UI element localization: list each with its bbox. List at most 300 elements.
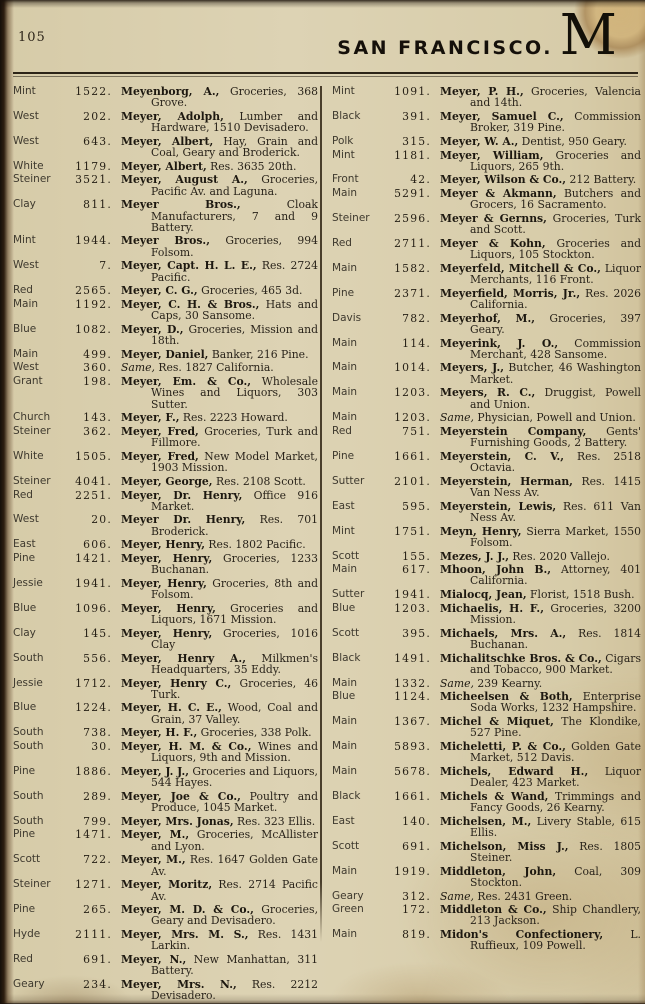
entry-text xyxy=(440,816,641,838)
exchange-label: South xyxy=(13,789,44,802)
entry-text xyxy=(440,362,641,384)
entry-number: 1919. xyxy=(394,864,431,878)
entry-text xyxy=(440,866,641,888)
entry-number: 7. xyxy=(99,259,112,273)
entry-name: Meyer, Mrs. N., xyxy=(121,977,237,991)
entry-text xyxy=(440,766,641,788)
exchange-label: Grant xyxy=(13,375,43,388)
entry-text xyxy=(121,879,318,901)
entry-name: Michelsen, M., xyxy=(440,814,532,828)
entry-detail: Groceries, 994 Folsom. xyxy=(151,234,319,259)
entry-text xyxy=(440,86,641,108)
entry-number: 20. xyxy=(91,513,112,527)
entry-detail: New Manhattan, 311 Battery. xyxy=(151,953,318,978)
entry-number: 2101. xyxy=(394,474,431,488)
entry-number: 2111. xyxy=(75,928,112,942)
entry-name: Meyer, Samuel C., xyxy=(440,109,564,123)
entry-text xyxy=(121,86,318,108)
entry-name: Michalitschke Bros. & Co., xyxy=(440,651,602,665)
directory-entry xyxy=(13,426,318,448)
entry-text xyxy=(440,288,641,310)
directory-entry xyxy=(332,791,641,813)
exchange-label: Main xyxy=(332,864,358,877)
entry-name: Meyerstein Company, xyxy=(440,424,587,438)
directory-entry xyxy=(332,111,641,133)
entry-number: 145. xyxy=(83,626,112,640)
entry-name: Meyerhof, M., xyxy=(440,311,536,325)
directory-entry xyxy=(13,174,318,196)
directory-entry xyxy=(332,136,641,147)
entry-detail: L. Ruffieux, 109 Powell. xyxy=(470,928,641,953)
entry-number: 2251. xyxy=(75,488,112,502)
directory-entry xyxy=(332,526,641,548)
entry-name: Meyer & Akmann, xyxy=(440,187,557,201)
directory-entry xyxy=(13,111,318,133)
entry-number: 202. xyxy=(83,109,112,123)
entry-detail: Groceries, 368 Grove. xyxy=(151,85,318,110)
entry-name: Meyer, H. F., xyxy=(121,726,198,740)
directory-entry xyxy=(13,603,318,625)
entry-name: Meyerstein, Herman, xyxy=(440,474,573,488)
entry-number: 595. xyxy=(402,499,431,513)
entry-detail: Groceries, Pacific Av. and Laguna. xyxy=(151,173,319,198)
entry-text xyxy=(121,854,318,876)
entry-text xyxy=(440,150,641,172)
entry-text xyxy=(121,514,318,536)
exchange-label: East xyxy=(13,538,36,551)
directory-entry xyxy=(332,150,641,172)
entry-name: Meyer Dr. Henry, xyxy=(121,513,246,527)
entry-number: 315. xyxy=(402,134,431,148)
directory-entry xyxy=(13,285,318,296)
directory-entry xyxy=(332,603,641,625)
directory-entry xyxy=(13,829,318,851)
exchange-label: Steiner xyxy=(13,878,51,891)
exchange-label: White xyxy=(13,449,44,462)
entry-text xyxy=(121,161,318,172)
entry-name: Meyer, C. G., xyxy=(121,284,198,298)
exchange-label: Mint xyxy=(332,524,355,537)
entry-name: Meyer, Henry, xyxy=(121,576,207,590)
directory-entry xyxy=(13,260,318,282)
entry-name: Meyer, Capt. H. L. E., xyxy=(121,259,257,273)
entry-name: Meyer, Henry A., xyxy=(121,651,246,665)
entry-detail: Livery Stable, 615 Ellis. xyxy=(470,814,641,839)
entry-text xyxy=(440,653,641,675)
entry-number: 234. xyxy=(83,977,112,991)
entry-number: 140. xyxy=(402,814,431,828)
exchange-label: Main xyxy=(13,347,39,360)
entry-detail: Groceries, 46 Turk. xyxy=(151,676,318,701)
entry-detail: Wood, Coal and Grain, 37 Valley. xyxy=(151,701,318,726)
directory-entry xyxy=(332,263,641,285)
exchange-label: Pine xyxy=(332,286,355,299)
entry-name: Meyer, Em. & Co., xyxy=(121,375,252,389)
entry-number: 2596. xyxy=(394,212,431,226)
entry-detail: Enterprise Soda Works, 1232 Hampshire. xyxy=(470,690,641,715)
entry-text xyxy=(121,260,318,282)
entry-name: Meyer, Wilson & Co., xyxy=(440,173,567,187)
exchange-label: Pine xyxy=(332,449,355,462)
entry-detail: Groceries, Geary and Devisadero. xyxy=(151,903,318,928)
exchange-label: Mint xyxy=(332,85,355,97)
entry-detail: Butcher, 46 Washington Market. xyxy=(470,361,641,386)
entry-number: 1471. xyxy=(75,828,112,842)
entry-detail: The Klondike, 527 Pine. xyxy=(470,715,641,740)
entry-number: 5893. xyxy=(394,740,431,754)
entry-text xyxy=(440,412,641,423)
exchange-label: Main xyxy=(332,715,358,728)
entry-text xyxy=(121,324,318,346)
entry-number: 265. xyxy=(83,903,112,917)
directory-entry xyxy=(332,338,641,360)
entry-number: 312. xyxy=(402,889,431,903)
entry-detail: Office 916 Market. xyxy=(151,488,318,513)
entry-number: 1661. xyxy=(394,449,431,463)
directory-entry xyxy=(332,174,641,185)
entry-detail: Milkmen's Headquarters, 35 Eddy. xyxy=(151,651,318,676)
entry-name: Meyenborg, A., xyxy=(121,85,220,98)
entry-detail: Res. 2431 Green. xyxy=(473,889,573,903)
entry-text xyxy=(121,553,318,575)
entry-number: 738. xyxy=(83,726,112,740)
entry-name: Meyer, D., xyxy=(121,322,184,336)
entry-text xyxy=(440,426,641,448)
entry-detail: Groceries and Liquors, 105 Stockton. xyxy=(470,236,641,262)
entry-number: 155. xyxy=(402,549,431,563)
exchange-label: Pine xyxy=(13,552,36,565)
entry-number: 143. xyxy=(83,411,112,425)
entry-detail: Hats and Caps, 30 Sansome. xyxy=(151,297,318,323)
directory-entry xyxy=(13,553,318,575)
directory-entry xyxy=(332,501,641,523)
exchange-label: Jessie xyxy=(13,676,43,689)
entry-name: Meyer, M., xyxy=(121,853,186,867)
entry-text xyxy=(440,501,641,523)
exchange-label: Main xyxy=(332,928,358,941)
entry-number: 1091. xyxy=(394,85,431,98)
entry-name: Meyer, George, xyxy=(121,474,213,488)
directory-entry xyxy=(13,235,318,257)
entry-name: Meyer, Henry, xyxy=(121,538,205,552)
directory-entry xyxy=(13,324,318,346)
entry-number: 1886. xyxy=(75,764,112,778)
entry-name: Same, xyxy=(121,361,155,375)
entry-name: Meyer, Mrs. Jonas, xyxy=(121,814,234,828)
entry-number: 1944. xyxy=(75,234,112,248)
entry-name: Meyers, J., xyxy=(440,361,504,375)
entry-detail: Groceries, Valencia and 14th. xyxy=(470,85,641,110)
directory-entry xyxy=(13,979,318,1001)
entry-text xyxy=(121,235,318,257)
entry-number: 5291. xyxy=(394,187,431,201)
entry-name: Meyer & Gernns, xyxy=(440,212,547,226)
entry-name: Micheletti, P. & Co., xyxy=(440,740,566,754)
entry-text xyxy=(121,174,318,196)
directory-entry xyxy=(13,490,318,512)
exchange-label: South xyxy=(13,814,44,827)
entry-number: 2565. xyxy=(75,284,112,298)
exchange-label: Main xyxy=(332,411,358,424)
entry-number: 1332. xyxy=(394,676,431,690)
exchange-label: Front xyxy=(332,173,359,186)
entry-name: Meyer & Kohn, xyxy=(440,236,546,250)
entry-text xyxy=(121,539,318,550)
exchange-label: East xyxy=(332,814,355,827)
entry-text xyxy=(121,653,318,675)
exchange-label: Scott xyxy=(332,839,360,852)
entry-detail: Groceries, Turk and Scott. xyxy=(470,212,641,237)
exchange-label: Red xyxy=(332,236,352,249)
entry-detail: Res. 2108 Scott. xyxy=(212,474,306,488)
entry-name: Meyer, Fred, xyxy=(121,424,199,438)
entry-detail: Groceries and Liquors, 265 9th. xyxy=(470,148,642,173)
entry-detail: Trimmings and Fancy Goods, 26 Kearny. xyxy=(470,789,641,815)
entry-number: 1941. xyxy=(394,588,431,602)
directory-entry xyxy=(13,702,318,724)
entry-text xyxy=(440,526,641,548)
exchange-label: Davis xyxy=(332,311,362,324)
directory-entry xyxy=(332,628,641,650)
entry-number: 114. xyxy=(402,336,431,350)
exchange-label: Main xyxy=(332,386,358,399)
directory-column-right xyxy=(324,86,641,954)
entry-name: Meyer, M. D. & Co., xyxy=(121,903,254,917)
directory-entry xyxy=(13,929,318,951)
directory-entry xyxy=(13,879,318,901)
entry-detail: Res. 1827 California. xyxy=(154,361,274,375)
entry-number: 5678. xyxy=(394,764,431,778)
entry-text xyxy=(121,979,318,1001)
entry-name: Meyer, M., xyxy=(121,828,190,842)
entry-detail: Res. 2212 Devisadero. xyxy=(151,977,318,1003)
entry-text xyxy=(121,904,318,926)
entry-number: 30. xyxy=(91,740,112,754)
entry-detail: Sierra Market, 1550 Folsom. xyxy=(470,524,641,549)
entry-number: 1124. xyxy=(394,690,431,704)
directory-column-left xyxy=(13,86,318,1004)
exchange-label: Church xyxy=(13,411,51,424)
directory-entry xyxy=(13,904,318,926)
directory-entry xyxy=(332,387,641,409)
entry-detail: Florist, 1518 Bush. xyxy=(526,588,635,602)
directory-entry xyxy=(13,199,318,233)
exchange-label: Clay xyxy=(13,198,36,211)
directory-entry xyxy=(13,653,318,675)
directory-entry xyxy=(332,86,641,108)
entry-text xyxy=(440,174,641,185)
directory-entry xyxy=(332,451,641,473)
entry-number: 643. xyxy=(83,134,112,148)
entry-text xyxy=(121,954,318,976)
entry-detail: Groceries, 1233 Buchanan. xyxy=(151,552,318,577)
directory-entry xyxy=(332,816,641,838)
exchange-label: Black xyxy=(332,109,361,122)
entry-number: 1522. xyxy=(75,85,112,98)
directory-entry xyxy=(13,727,318,738)
entry-detail: Banker, 216 Pine. xyxy=(208,347,309,361)
entry-detail: Gents' Furnishing Goods, 2 Battery. xyxy=(470,424,641,450)
entry-text xyxy=(121,766,318,788)
entry-text xyxy=(121,702,318,724)
entry-text xyxy=(440,451,641,473)
entry-text xyxy=(121,603,318,625)
entry-detail: Liquor Dealer, 423 Market. xyxy=(470,764,641,790)
entry-text xyxy=(440,628,641,650)
entry-detail: Groceries, 8th and Folsom. xyxy=(151,576,318,602)
entry-number: 499. xyxy=(83,347,112,361)
entry-number: 42. xyxy=(410,173,431,187)
exchange-label: Steiner xyxy=(13,424,51,437)
entry-number: 391. xyxy=(402,109,431,123)
entry-name: Michelson, Miss J., xyxy=(440,839,569,853)
entry-name: Middleton, John, xyxy=(440,864,557,878)
entry-detail: Ship Chandlery, 213 Jackson. xyxy=(470,903,641,928)
directory-entry xyxy=(13,628,318,650)
entry-detail: Groceries, 465 3d. xyxy=(197,284,303,298)
entry-number: 691. xyxy=(83,953,112,967)
entry-number: 691. xyxy=(402,839,431,853)
directory-entry xyxy=(13,854,318,876)
entry-text xyxy=(121,929,318,951)
entry-text xyxy=(121,299,318,321)
directory-entry xyxy=(332,691,641,713)
entry-text xyxy=(121,829,318,851)
entry-number: 362. xyxy=(83,424,112,438)
exchange-label: Main xyxy=(332,563,358,576)
exchange-label: Red xyxy=(13,488,33,501)
exchange-label: Sutter xyxy=(332,474,365,487)
entry-text xyxy=(440,678,641,689)
entry-detail: Attorney, 401 California. xyxy=(470,563,641,588)
entry-number: 1505. xyxy=(75,449,112,463)
exchange-label: Hyde xyxy=(13,928,41,941)
entry-text xyxy=(440,791,641,813)
entry-detail: New Model Market, 1903 Mission. xyxy=(151,449,318,475)
entry-name: Micheelsen & Both, xyxy=(440,690,573,704)
entry-name: Meyer, Daniel, xyxy=(121,347,209,361)
entry-detail: Hay, Grain and Coal, Geary and Broderick. xyxy=(151,134,318,160)
exchange-label: Jessie xyxy=(13,576,43,589)
exchange-label: Scott xyxy=(332,549,360,562)
entry-detail: Commission Merchant, 428 Sansome. xyxy=(470,336,641,361)
entry-name: Meyer, Henry C., xyxy=(121,676,232,690)
entry-text xyxy=(121,727,318,738)
entry-detail: Res. 2714 Pacific Av. xyxy=(151,878,318,903)
directory-entry xyxy=(332,904,641,926)
entry-name: Meyer, Moritz, xyxy=(121,878,213,892)
page-number: 105 xyxy=(18,30,46,45)
entry-name: Meyer, Henry, xyxy=(121,601,216,615)
directory-entry xyxy=(13,136,318,158)
exchange-label: Black xyxy=(332,789,361,802)
entry-detail: Res. 3635 20th. xyxy=(206,159,297,173)
entry-detail: Commission Broker, 319 Pine. xyxy=(470,109,641,135)
entry-text xyxy=(440,136,641,147)
exchange-label: Steiner xyxy=(332,212,370,225)
entry-name: Meyer, J. J., xyxy=(121,764,189,778)
exchange-label: East xyxy=(332,499,355,512)
exchange-label: Red xyxy=(13,284,33,297)
entry-name: Meyer, Joe & Co., xyxy=(121,789,241,803)
entry-detail: Res. 701 Broderick. xyxy=(151,513,318,538)
directory-entry xyxy=(332,866,641,888)
directory-entry xyxy=(13,766,318,788)
entry-number: 1661. xyxy=(394,789,431,803)
entry-text xyxy=(440,691,641,713)
exchange-label: Blue xyxy=(332,690,356,703)
entry-name: Midon's Confectionery, xyxy=(440,928,604,942)
exchange-label: Main xyxy=(332,764,358,777)
directory-entry xyxy=(332,564,641,586)
directory-entry xyxy=(332,288,641,310)
entry-text xyxy=(440,589,641,600)
entry-name: Mhoon, John B., xyxy=(440,563,552,577)
entry-text xyxy=(121,678,318,700)
directory-entry xyxy=(332,238,641,260)
entry-name: Meyer, Fred, xyxy=(121,449,199,463)
entry-name: Meyers, R. C., xyxy=(440,386,536,400)
entry-text xyxy=(440,213,641,235)
exchange-label: Scott xyxy=(13,853,41,866)
entry-text xyxy=(440,929,641,951)
exchange-label: Blue xyxy=(13,322,37,335)
entry-detail: Groceries, 3200 Mission. xyxy=(470,601,641,627)
exchange-label: Main xyxy=(332,740,358,753)
entry-text xyxy=(121,111,318,133)
exchange-label: Pine xyxy=(13,764,36,777)
exchange-label: Black xyxy=(332,651,361,664)
directory-entry xyxy=(13,578,318,600)
entry-detail: Wines and Liquors, 9th and Mission. xyxy=(151,740,318,765)
entry-text xyxy=(440,741,641,763)
entry-detail: Res. 2518 Octavia. xyxy=(470,449,641,475)
exchange-label: Mint xyxy=(13,85,36,97)
directory-entry xyxy=(13,791,318,813)
directory-entry xyxy=(332,313,641,335)
entry-number: 1751. xyxy=(394,524,431,538)
exchange-label: Scott xyxy=(332,626,360,639)
directory-entry xyxy=(332,741,641,763)
exchange-label: Steiner xyxy=(13,474,51,487)
entry-detail: Groceries and Liquors, 544 Hayes. xyxy=(151,764,318,790)
directory-entry xyxy=(332,551,641,562)
entry-name: Meyer, Adolph, xyxy=(121,109,224,123)
directory-entry xyxy=(13,816,318,827)
entry-text xyxy=(121,412,318,423)
entry-text xyxy=(121,426,318,448)
entry-text xyxy=(440,603,641,625)
entry-number: 1096. xyxy=(75,601,112,615)
entry-name: Meyer, Henry, xyxy=(121,552,213,566)
entry-text xyxy=(121,476,318,487)
entry-name: Meyerink, J. O., xyxy=(440,336,559,350)
entry-number: 782. xyxy=(402,311,431,325)
entry-text xyxy=(121,490,318,512)
entry-number: 1712. xyxy=(75,676,112,690)
entry-text xyxy=(121,376,318,410)
directory-entry xyxy=(13,514,318,536)
entry-text xyxy=(440,891,641,902)
exchange-label: Sutter xyxy=(332,588,365,601)
entry-number: 819. xyxy=(402,928,431,942)
entry-detail: Groceries, 338 Polk. xyxy=(197,726,312,740)
directory-entry xyxy=(332,426,641,448)
directory-entry xyxy=(13,476,318,487)
entry-number: 1491. xyxy=(394,651,431,665)
entry-detail: Physician, Powell and Union. xyxy=(473,411,636,425)
exchange-label: Main xyxy=(332,187,358,200)
